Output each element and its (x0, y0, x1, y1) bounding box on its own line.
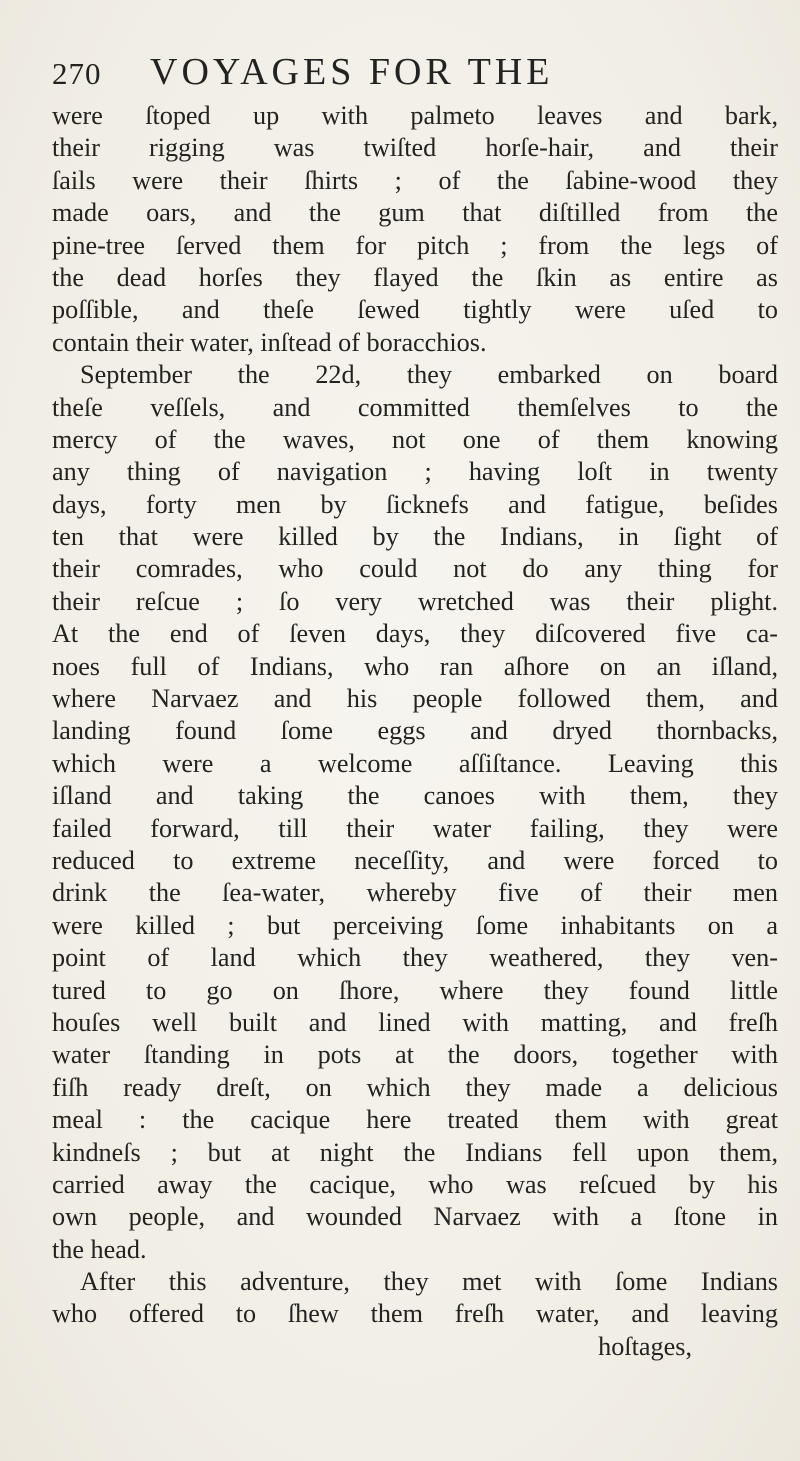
text-line: own people, and wounded Narvaez with a ſtone in (52, 1202, 778, 1232)
text-line: the head. (52, 1234, 147, 1264)
text-line: their rigging was twiſted horſe-hair, and their (52, 133, 778, 163)
page-header (52, 50, 772, 100)
text-line: kindneſs ; but at night the Indians fell upon them, (52, 1137, 778, 1167)
catchword: hoſtages, (598, 1331, 692, 1361)
running-head: VOYAGES FOR THE (150, 51, 554, 93)
text-line: their comrades, who could not do any thing for (52, 554, 778, 584)
text-line: noes full of Indians, who ran aſhore on an iſland, (52, 651, 778, 681)
text-line: who offered to ſhew them freſh water, and leaving (52, 1299, 778, 1329)
text-line: drink the ſea-water, whereby five of their men (52, 878, 778, 908)
text-line: meal : the cacique here treated them with great (52, 1105, 778, 1135)
text-line: mercy of the waves, not one of them knowing (52, 424, 778, 454)
page-number: 270 (52, 56, 102, 91)
text-line: contain their water, inſtead of boracchios. (52, 327, 487, 357)
text-line: iſland and taking the canoes with them, they (52, 781, 778, 811)
text-line: failed forward, till their water failing, they were (52, 813, 778, 843)
text-line: After this adventure, they met with ſome Indians (80, 1267, 778, 1297)
text-line: which were a welcome aſſiſtance. Leaving this (52, 748, 778, 778)
text-line: the dead horſes they flayed the ſkin as entire as (52, 262, 778, 292)
text-line: poſſible, and theſe ſewed tightly were uſed to (52, 295, 778, 325)
text-line: theſe veſſels, and committed themſelves to the (52, 392, 778, 422)
text-line: where Narvaez and his people followed them, and (52, 684, 778, 714)
text-line: were killed ; but perceiving ſome inhabitants on a (52, 910, 778, 940)
text-line: any thing of navigation ; having loſt in twenty (52, 457, 778, 487)
text-line: landing found ſome eggs and dryed thornbacks, (52, 716, 778, 746)
text-line: ſails were their ſhirts ; of the ſabine-wood they (52, 165, 778, 195)
text-line: pine-tree ſerved them for pitch ; from the legs of (52, 230, 778, 260)
text-line: were ſtoped up with palmeto leaves and bark, (52, 101, 778, 130)
text-line: fiſh ready dreſt, on which they made a delicious (52, 1072, 778, 1102)
text-line: point of land which they weathered, they ven- (52, 943, 778, 973)
text-line: At the end of ſeven days, they diſcovered five ca- (52, 619, 778, 649)
text-line: made oars, and the gum that diſtilled from the (52, 198, 778, 228)
text-line: reduced to extreme neceſſity, and were forced to (52, 845, 778, 875)
body-text (52, 100, 778, 1363)
text-line: tured to go on ſhore, where they found little (52, 975, 778, 1005)
text-line: ten that were killed by the Indians, in ſight of (52, 522, 778, 552)
text-line: water ſtanding in pots at the doors, together with (52, 1040, 778, 1070)
text-line: carried away the cacique, who was reſcued by his (52, 1169, 778, 1199)
text-line: September the 22d, they embarked on board (80, 360, 778, 390)
text-line: their reſcue ; ſo very wretched was their plight. (52, 586, 778, 616)
text-line: days, forty men by ſicknefs and fatigue, beſides (52, 489, 778, 519)
text-line: houſes well built and lined with matting, and freſh (52, 1007, 778, 1037)
